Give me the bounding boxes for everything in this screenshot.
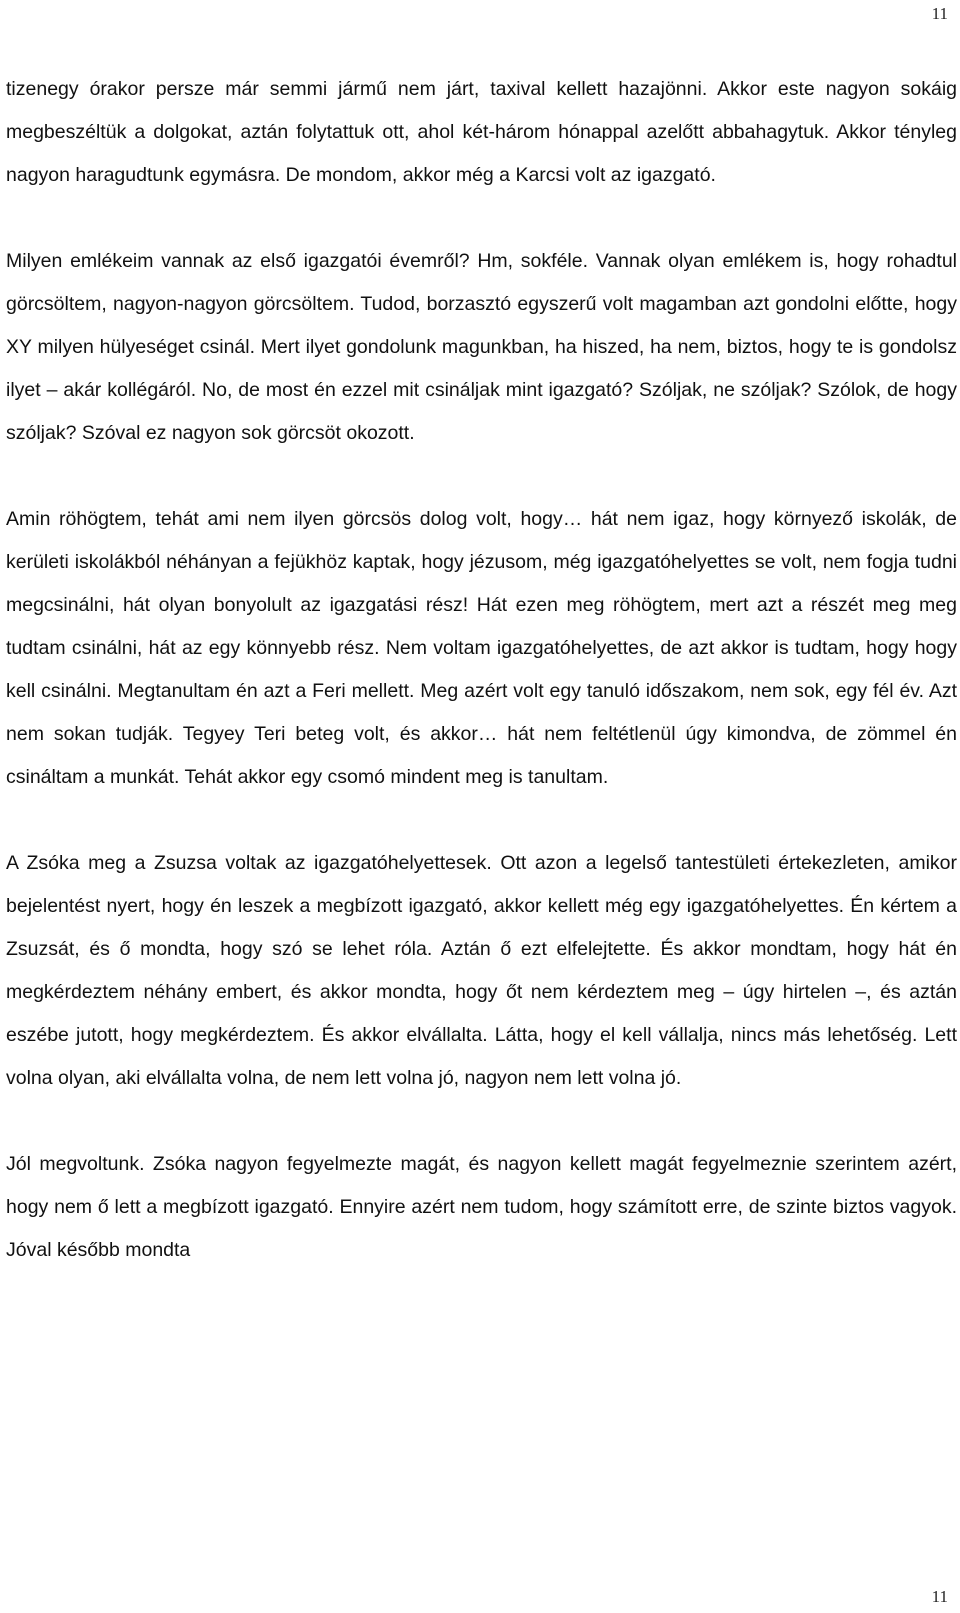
page-number-bottom: 11 — [931, 1587, 948, 1606]
paragraph: A Zsóka meg a Zsuzsa voltak az igazgatóhelyettesek. Ott azon a legelső tantestületi értekezleten, amikor bejelentést nyert, hogy én leszek a megbízott igazgató, akkor kellett még egy igazgatóhelyettes. Én kértem a Zsuzsát, és ő mondta, hogy szó se lehet róla. Aztán ő ezt elfelejtette. És akkor mondtam, hogy hát én megkérdeztem néhány embert, és akkor mondta, hogy őt nem kérdeztem meg – úgy hirtelen –, és aztán eszébe jutott, hogy megkérdeztem. És akkor elvállalta. Látta, hogy el kell vállalja, nincs más lehetőség. Lett volna olyan, aki elvállalta volna, de nem lett volna jó, nagyon nem lett volna jó. — [6, 852, 957, 1089]
paragraph: Milyen emlékeim vannak az első igazgatói évemről? Hm, sokféle. Vannak olyan emlékem is, hogy rohadtul görcsöltem, nagyon-nagyon görcsöltem. Tudod, borzasztó egyszerű volt magamban azt gondolni előtte, hogy XY milyen hülyeséget csinál. Mert ilyet gondolunk magunkban, ha hiszed, ha nem, biztos, hogy te is gondolsz ilyet – akár kollégáról. No, de most én ezzel mit csináljak mint igazgató? Szóljak, ne szóljak? Szólok, de hogy szóljak? Szóval ez nagyon sok görcsöt okozott. — [6, 250, 957, 444]
paragraph: Jól megvoltunk. Zsóka nagyon fegyelmezte magát, és nagyon kellett magát fegyelmeznie szerintem azért, hogy nem ő lett a megbízott igazgató. Ennyire azért nem tudom, hogy számított erre, de szinte biztos vagyok. Jóval később mondta — [6, 1153, 957, 1261]
paragraph: Amin röhögtem, tehát ami nem ilyen görcsös dolog volt, hogy… hát nem igaz, hogy környező iskolák, de kerületi iskolákból néhányan a fejükhöz kaptak, hogy jézusom, még igazgatóhelyettes se volt, nem fogja tudni megcsinálni, hát olyan bonyolult az igazgatási rész! Hát ezen meg röhögtem, mert azt a részét meg meg tudtam csinálni, hát az egy könnyebb rész. Nem voltam igazgatóhelyettes, de azt akkor is tudtam, hogy hogy kell csinálni. Megtanultam én azt a Feri mellett. Meg azért volt egy tanuló időszakom, nem sok, egy fél év. Azt nem sokan tudják. Tegyey Teri beteg volt, és akkor… hát nem feltétlenül úgy kimondva, de zömmel én csináltam a munkát. Tehát akkor egy csomó mindent meg is tanultam. — [6, 508, 957, 788]
page-number-top: 11 — [931, 4, 948, 23]
paragraph: tizenegy órakor persze már semmi jármű nem járt, taxival kellett hazajönni. Akkor este nagyon sokáig megbeszéltük a dolgokat, aztán folytattuk ott, ahol két-három hónappal azelőtt abbahagytuk. Akkor tényleg nagyon haragudtunk egymásra. De mondom, akkor még a Karcsi volt az igazgató. — [6, 78, 957, 186]
document-body — [6, 68, 957, 1272]
